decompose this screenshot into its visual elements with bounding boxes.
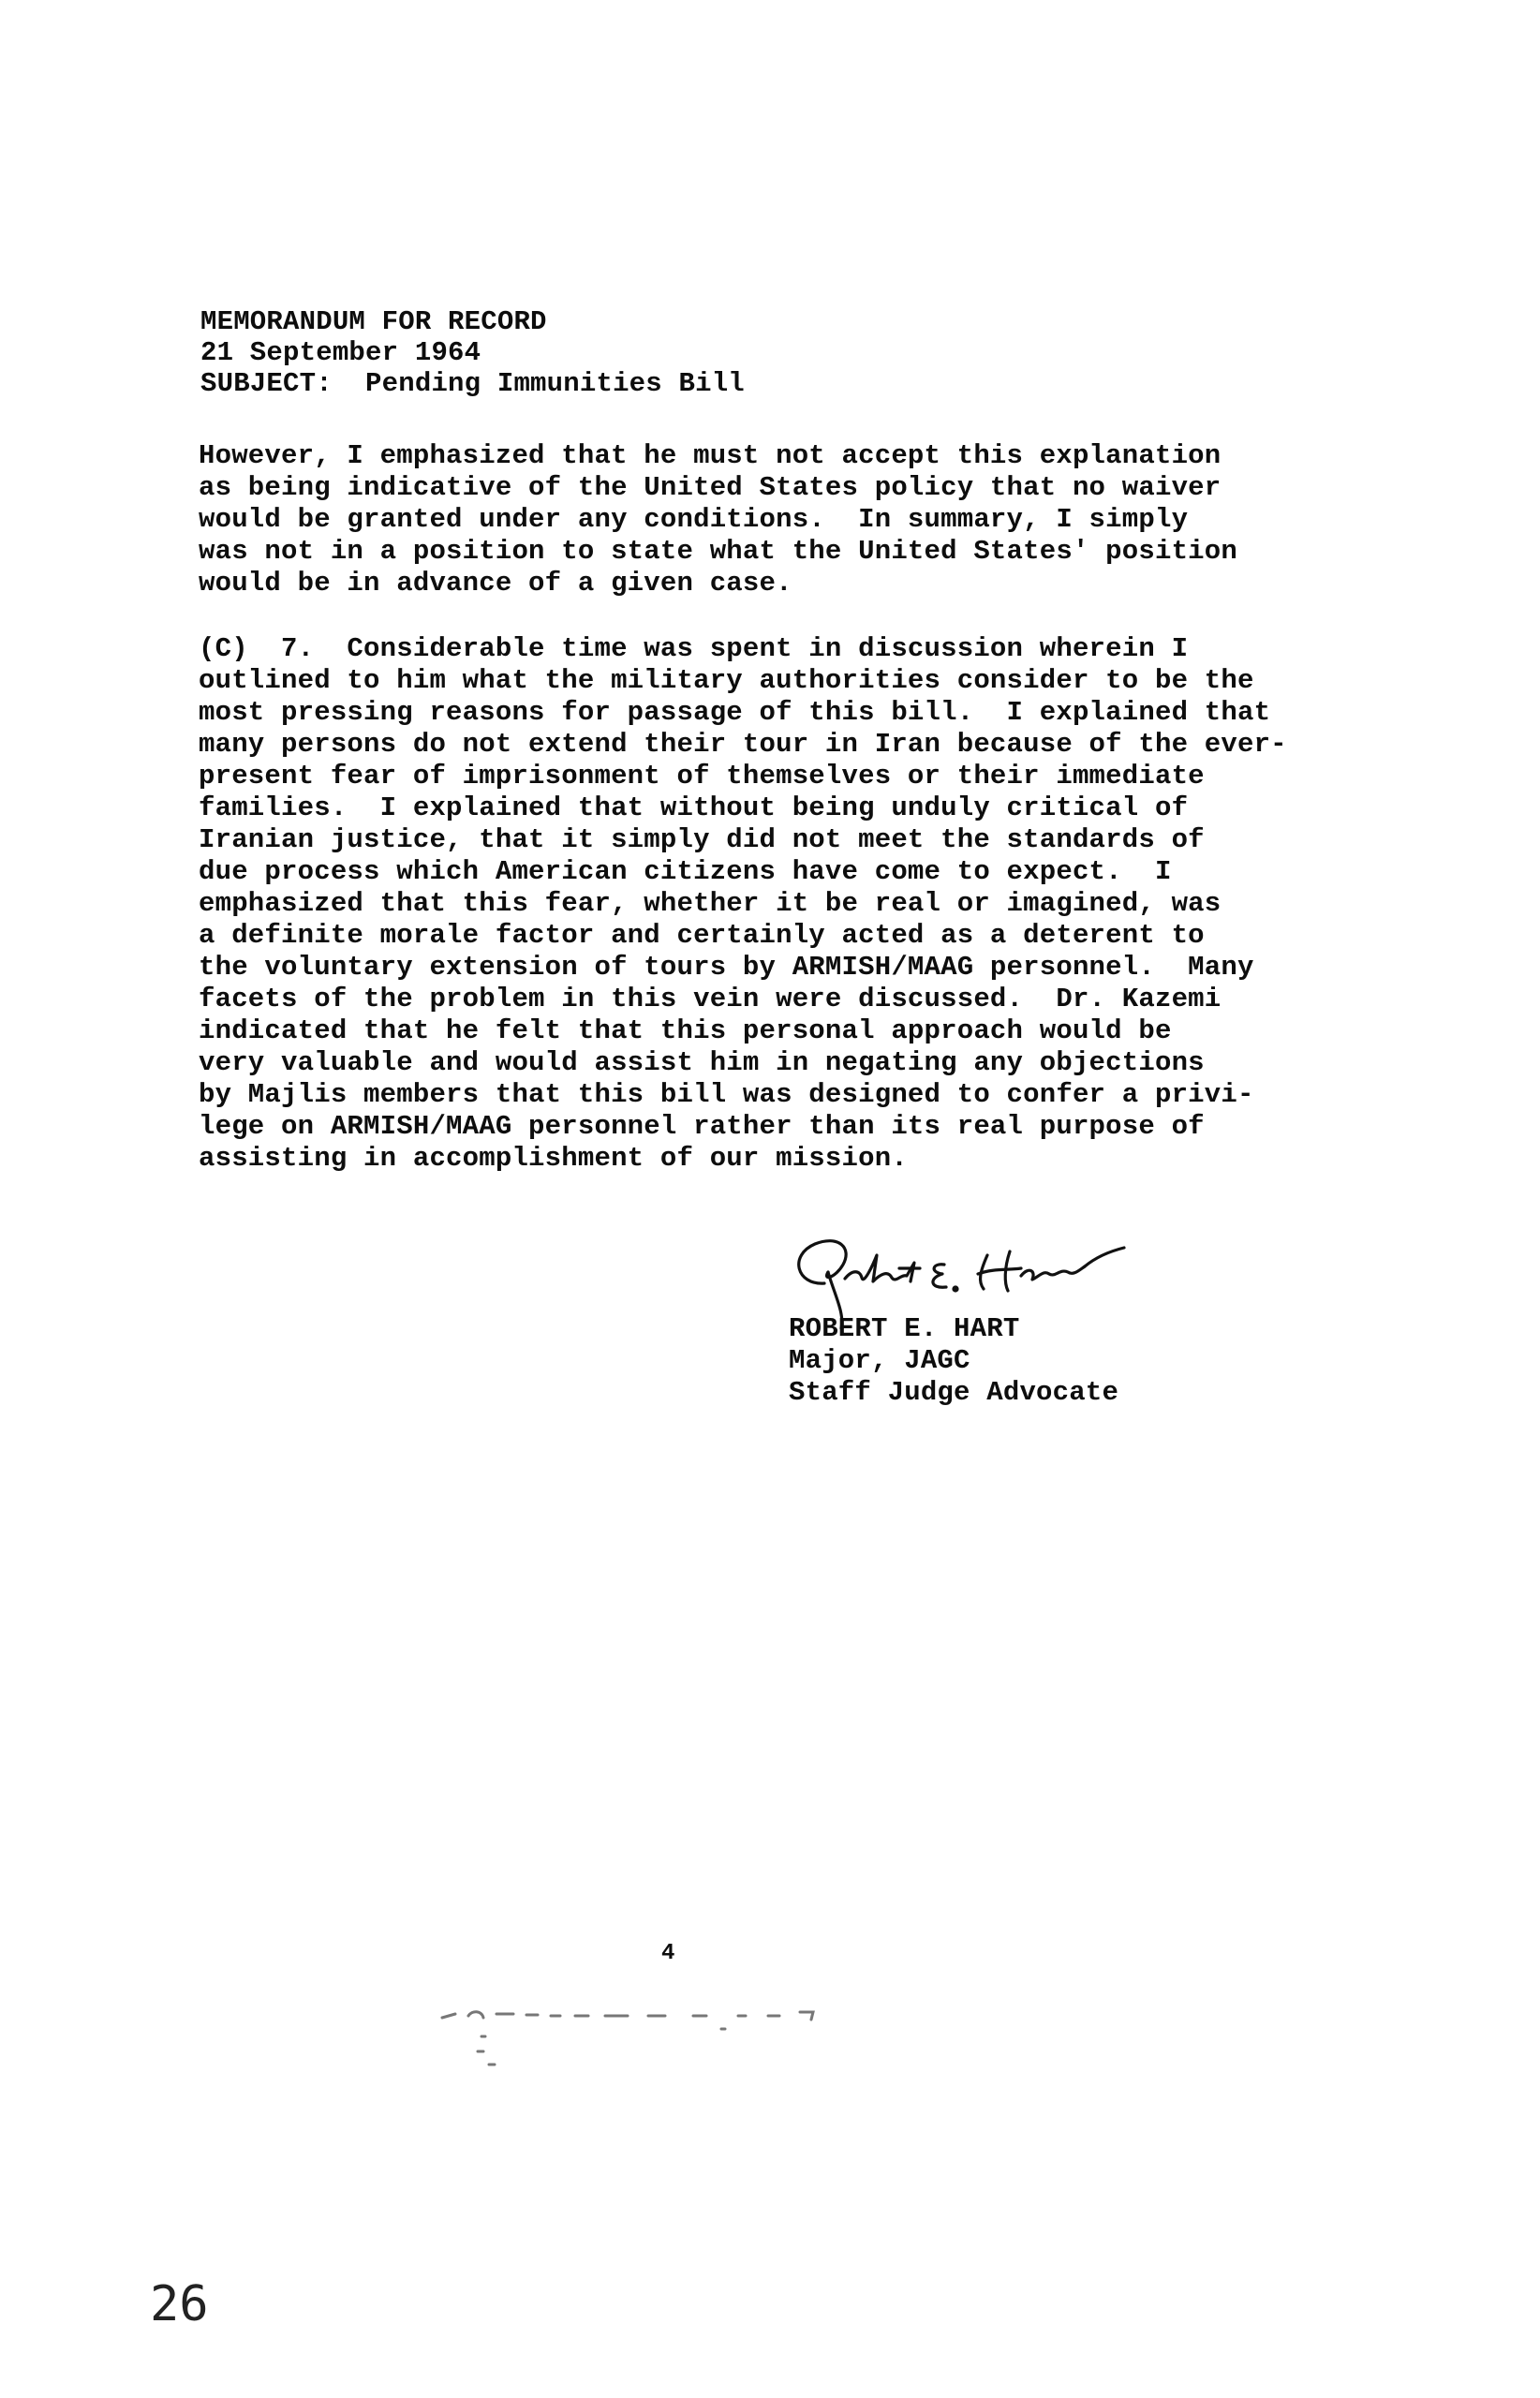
archive-page-number: 26	[150, 2276, 209, 2332]
page-number: 4	[661, 1941, 675, 1966]
memo-date: 21 September 1964	[200, 337, 481, 368]
paragraph-line: (C) 7. Considerable time was spent in discussion wherein I	[199, 633, 1189, 664]
paragraph-line: many persons do not extend their tour in Iran because of the ever-	[199, 729, 1287, 760]
paragraph-line: However, I emphasized that he must not accept this explanation	[199, 440, 1222, 471]
paragraph-1	[199, 440, 1360, 600]
memo-header	[200, 306, 745, 399]
paragraph-line: due process which American citizens have come to expect. I	[199, 856, 1172, 887]
signer-title: Staff Judge Advocate	[789, 1377, 1119, 1408]
paragraph-line: lege on ARMISH/MAAG personnel rather than its real purpose of	[199, 1111, 1205, 1142]
paragraph-line: most pressing reasons for passage of this bill. I explained that	[199, 697, 1271, 728]
paragraph-line: outlined to him what the military authorities consider to be the	[199, 665, 1254, 696]
paragraph-7	[199, 633, 1360, 1175]
paragraph-line: by Majlis members that this bill was designed to confer a privi-	[199, 1079, 1254, 1110]
paragraph-line: as being indicative of the United States policy that no waiver	[199, 472, 1222, 503]
signer-rank: Major, JAGC	[789, 1345, 970, 1376]
paragraph-line: a definite morale factor and certainly acted as a deterent to	[199, 920, 1205, 951]
paragraph-line: the voluntary extension of tours by ARMISH/MAAG personnel. Many	[199, 952, 1254, 983]
paragraph-line: facets of the problem in this vein were discussed. Dr. Kazemi	[199, 984, 1222, 1014]
memo-title: MEMORANDUM FOR RECORD	[200, 306, 547, 337]
memo-subject: SUBJECT: Pending Immunities Bill	[200, 368, 745, 399]
paragraph-line: families. I explained that without being unduly critical of	[199, 792, 1189, 823]
paragraph-line: would be in advance of a given case.	[199, 568, 792, 599]
paragraph-line: was not in a position to state what the United States' position	[199, 536, 1237, 567]
faded-stamp-mark	[440, 1995, 965, 2108]
paragraph-line: would be granted under any conditions. In summary, I simply	[199, 504, 1189, 535]
paragraph-line: very valuable and would assist him in negating any objections	[199, 1047, 1205, 1078]
paragraph-line: Iranian justice, that it simply did not meet the standards of	[199, 824, 1205, 855]
paragraph-line: assisting in accomplishment of our mission.	[199, 1143, 908, 1174]
signature-lines	[789, 1313, 1118, 1409]
paragraph-line: indicated that he felt that this personal approach would be	[199, 1015, 1172, 1046]
signer-name: ROBERT E. HART	[789, 1313, 1020, 1344]
paragraph-line: emphasized that this fear, whether it be real or imagined, was	[199, 888, 1222, 919]
paragraph-line: present fear of imprisonment of themselves or their immediate	[199, 761, 1205, 792]
